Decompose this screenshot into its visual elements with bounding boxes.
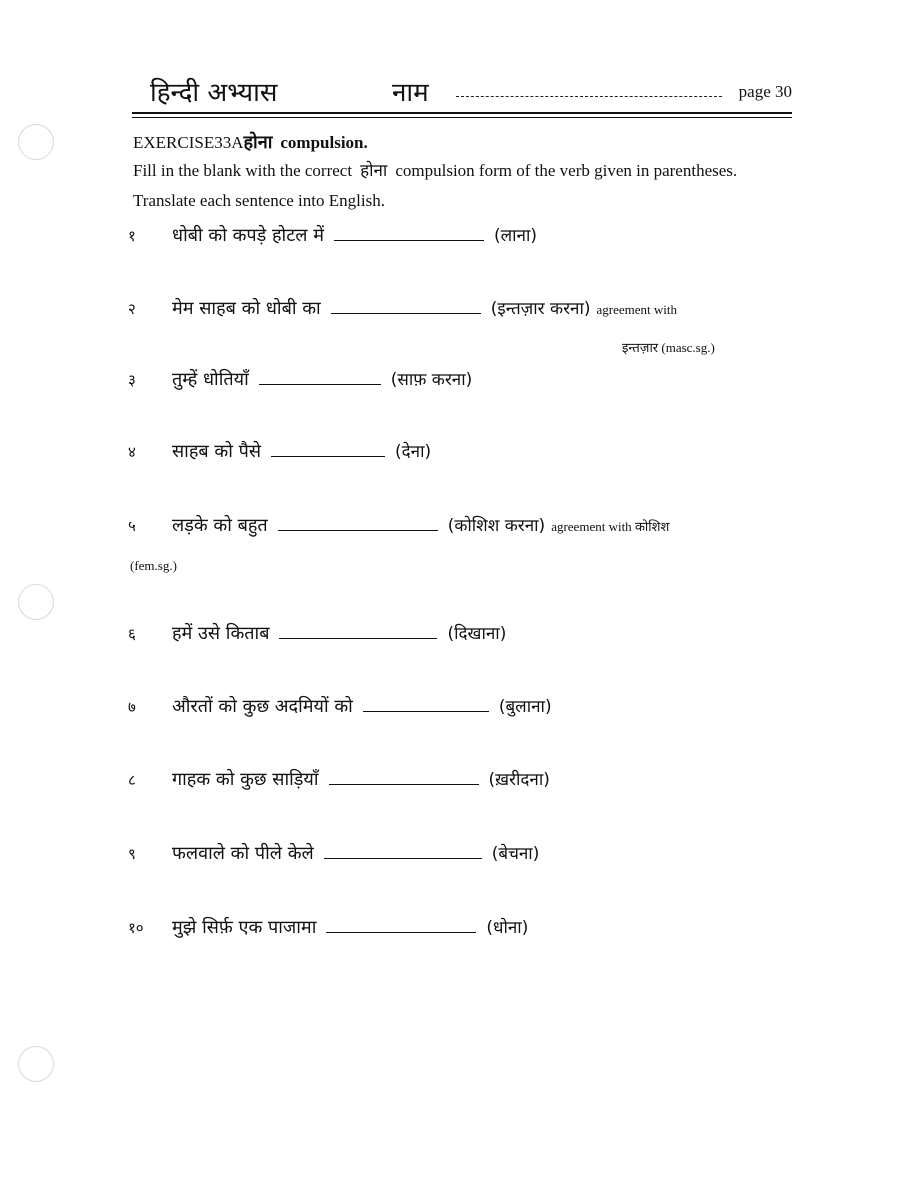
verb-hint: (धोना) — [486, 918, 529, 938]
answer-blank[interactable] — [259, 366, 381, 385]
item-sentence: फलवाले को पीले केले — [172, 843, 314, 864]
item-sentence: लड़के को बहुत — [172, 515, 268, 536]
item-number: ५ — [128, 517, 136, 535]
item-sentence: मुझे सिर्फ़ एक पाजामा — [172, 917, 317, 938]
item-number: ४ — [128, 443, 136, 461]
item-sentence: तुम्हें धोतियाँ — [172, 369, 249, 390]
exercise-code: EXERCISE33A — [133, 133, 244, 152]
answer-blank[interactable] — [324, 840, 482, 859]
item-sentence: औरतों को कुछ अदमियों को — [172, 696, 353, 717]
item-number: ६ — [128, 625, 136, 643]
agreement-note-detail: (fem.sg.) — [130, 558, 177, 573]
item-sentence: धोबी को कपड़े होटल में — [172, 225, 324, 246]
answer-blank[interactable] — [326, 914, 476, 933]
verb-hint: (लाना) — [493, 226, 538, 246]
name-label: नाम — [392, 78, 429, 108]
item-number: ८ — [128, 771, 136, 789]
header-rule-thin — [132, 117, 792, 118]
header-rule — [132, 112, 792, 114]
item-number: ९ — [128, 845, 136, 863]
item-sentence: साहब को पैसे — [172, 441, 261, 462]
instructions: Fill in the blank with the correct होना compulsion form of the verb given in parentheses. Translate each sentence into English. — [133, 161, 738, 210]
answer-blank[interactable] — [279, 620, 437, 639]
verb-hint: (कोशिश करना) — [447, 516, 546, 536]
punch-hole-mark — [18, 584, 54, 620]
item-sentence: मेम साहब को धोबी का — [172, 298, 321, 319]
exercise-heading — [133, 130, 368, 156]
verb-hint: (देना) — [395, 442, 432, 462]
answer-blank[interactable] — [271, 438, 385, 457]
item-number: १० — [128, 919, 144, 937]
item-number: २ — [128, 300, 136, 318]
answer-blank[interactable] — [329, 766, 479, 785]
page-header — [150, 76, 792, 114]
worksheet-title: हिन्दी अभ्यास — [150, 78, 278, 108]
agreement-note-detail: इन्तज़ार (masc.sg.) — [622, 340, 715, 356]
item-sentence: हमें उसे किताब — [172, 623, 270, 644]
agreement-note: agreement with कोशिश — [551, 519, 670, 535]
name-line — [456, 96, 722, 97]
verb-hint: (बुलाना) — [498, 697, 552, 717]
answer-blank[interactable] — [363, 693, 489, 712]
answer-blank[interactable] — [334, 222, 484, 241]
item-number: ७ — [128, 698, 136, 716]
exercise-hindi-word: होना — [243, 132, 273, 153]
punch-hole-mark — [18, 1046, 54, 1082]
verb-hint: (साफ़ करना) — [390, 370, 473, 390]
item-number: १ — [128, 227, 136, 245]
verb-hint: (इन्तज़ार करना) — [490, 299, 591, 319]
verb-hint: (ख़रीदना) — [488, 770, 550, 790]
item-sentence: गाहक को कुछ साड़ियाँ — [172, 769, 319, 790]
agreement-note: agreement with — [596, 302, 677, 317]
verb-hint: (बेचना) — [491, 844, 540, 864]
verb-hint: (दिखाना) — [447, 624, 507, 644]
answer-blank[interactable] — [331, 295, 481, 314]
punch-hole-mark — [18, 124, 54, 160]
page-number: page 30 — [738, 82, 792, 101]
exercise-topic: compulsion. — [280, 133, 368, 152]
answer-blank[interactable] — [278, 512, 438, 531]
item-number: ३ — [128, 371, 136, 389]
